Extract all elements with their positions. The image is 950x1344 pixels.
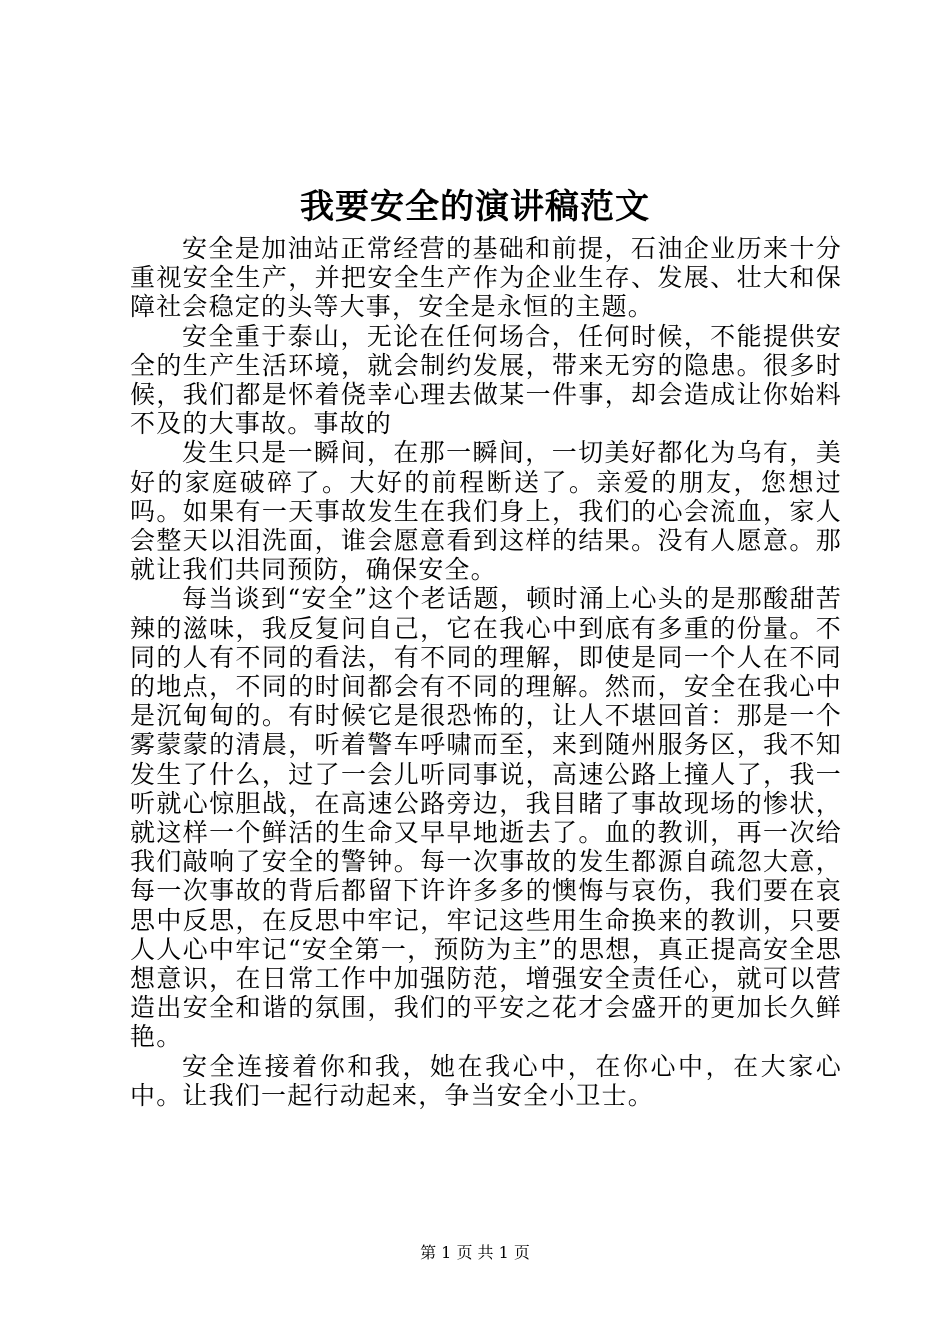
document-title: 我要安全的演讲稿范文 [300,187,650,227]
paragraph: 发生只是一瞬间，在那一瞬间，一切美好都化为乌有，美好的家庭破碎了。大好的前程断送了。亲爱的朋友，您想过吗。如果有一天事故发生在我们身上，我们的心会流血，家人会整天以泪洗面，谁会愿意看到这样的结果。没有人愿意。那就让我们共同预防，确保安全。 [130,438,842,585]
document-body [130,234,842,1110]
page-footer: 第 1 页 共 1 页 [420,1243,530,1262]
paragraph: 安全重于泰山，无论在任何场合，任何时候，不能提供安全的生产生活环境，就会制约发展，带来无穷的隐患。很多时候，我们都是怀着侥幸心理去做某一件事，却会造成让你始料不及的大事故。事故的 [130,321,842,439]
paragraph: 安全是加油站正常经营的基础和前提，石油企业历来十分重视安全生产，并把安全生产作为企业生存、发展、壮大和保障社会稳定的头等大事，安全是永恒的主题。 [130,234,842,322]
paragraph: 每当谈到“安全”这个老话题，顿时涌上心头的是那酸甜苦辣的滋味，我反复问自己，它在我心中到底有多重的份量。不同的人有不同的看法，有不同的理解，即使是同一个人在不同的地点，不同的时间都会有不同的理解。然而，安全在我心中是沉甸甸的。有时候它是很恐怖的，让人不堪回首：那是一个雾蒙蒙的清晨，听着警车呼啸而至，来到随州服务区，我不知发生了什么，过了一会儿听同事说，高速公路上撞人了，我一听就心惊胆战，在高速公路旁边，我目睹了事故现场的惨状，就这样一个鲜活的生命又早早地逝去了。血的教训，再一次给我们敲响了安全的警钟。每一次事故的发生都源自疏忽大意，每一次事故的背后都留下许许多多的懊悔与哀伤，我们要在哀思中反思，在反思中牢记，牢记这些用生命换来的教训，只要人人心中牢记“安全第一，预防为主”的思想，真正提高安全思想意识，在日常工作中加强防范，增强安全责任心，就可以营造出安全和谐的氛围，我们的平安之花才会盛开的更加长久鲜艳。 [130,584,842,1052]
paragraph: 安全连接着你和我，她在我心中，在你心中，在大家心中。让我们一起行动起来，争当安全小卫士。 [130,1051,842,1110]
